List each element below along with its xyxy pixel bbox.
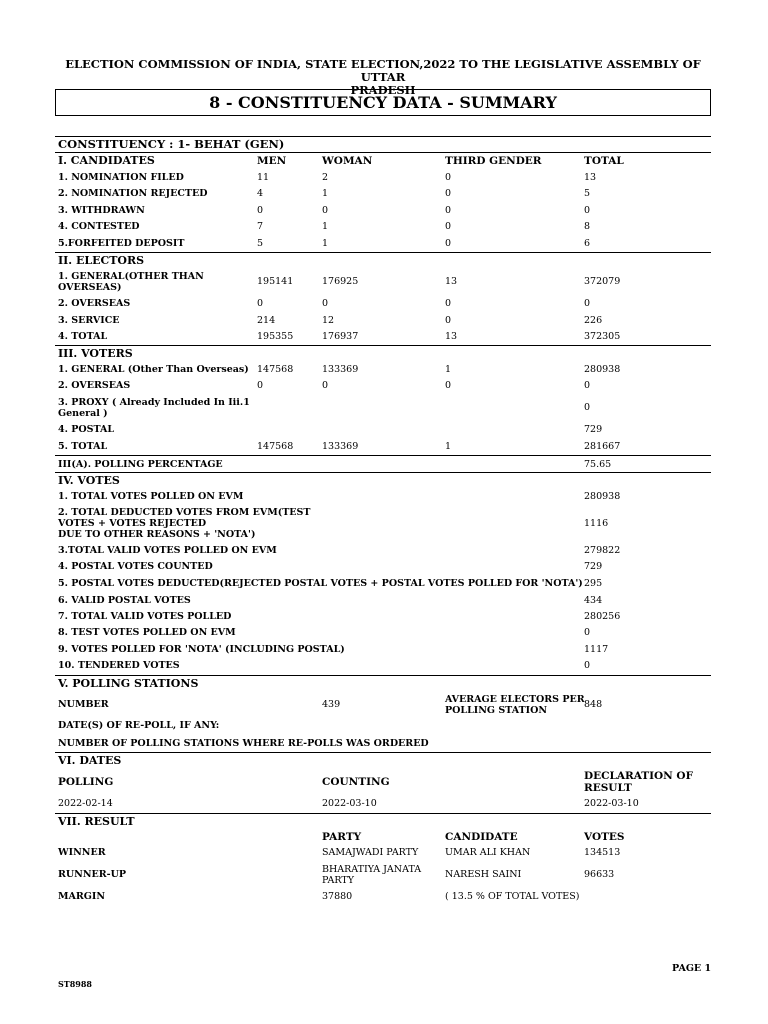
divider	[55, 345, 711, 346]
cell: 281667	[584, 441, 621, 452]
cell: 0	[445, 380, 452, 391]
votes-row-label: 7. TOTAL VALID VOTES POLLED	[58, 611, 232, 622]
constituency-name: CONSTITUENCY : 1- BEHAT (GEN)	[58, 137, 285, 151]
cell: 0	[584, 627, 591, 638]
cell: 0	[584, 298, 591, 309]
col-header-woman: WOMAN	[322, 155, 373, 167]
cell: 0	[257, 380, 264, 391]
header-line-1: ELECTION COMMISSION OF INDIA, STATE ELECTION,2022 TO THE LEGISLATIVE ASSEMBLY OF UTTAR	[65, 57, 701, 84]
cell: 280938	[584, 491, 621, 502]
divider	[55, 455, 711, 456]
cell: 729	[584, 561, 603, 572]
polling-date: 2022-02-14	[58, 798, 113, 809]
electors-row-label: 3. SERVICE	[58, 315, 120, 326]
cell: 8	[584, 221, 591, 232]
polling-date-label: POLLING	[58, 776, 114, 788]
cell: 5	[584, 188, 591, 199]
winner-candidate: UMAR ALI KHAN	[445, 847, 531, 858]
votes-row-label: 4. POSTAL VOTES COUNTED	[58, 561, 213, 572]
cell: 7	[257, 221, 264, 232]
electors-row-label: 4. TOTAL	[58, 331, 108, 342]
cell: 6	[584, 238, 591, 249]
cell: 2	[322, 172, 329, 183]
winner-votes: 134513	[584, 847, 621, 858]
runner-up-party: BHARATIYA JANATA PARTY	[322, 864, 422, 886]
cell: 0	[322, 205, 329, 216]
candidates-row-label: 5.FORFEITED DEPOSIT	[58, 238, 185, 249]
section-votes-heading: IV. VOTES	[58, 474, 120, 487]
candidates-row-label: 4. CONTESTED	[58, 221, 140, 232]
cell: 226	[584, 315, 603, 326]
cell: 147568	[257, 364, 294, 375]
cell: 372305	[584, 331, 621, 342]
cell: 0	[445, 172, 452, 183]
divider	[55, 152, 711, 153]
voters-row-label: 2. OVERSEAS	[58, 380, 131, 391]
cell: 0	[584, 402, 591, 413]
votes-row-label: 8. TEST VOTES POLLED ON EVM	[58, 627, 236, 638]
cell: 1	[322, 221, 329, 232]
cell: 133369	[322, 441, 359, 452]
repoll-dates-label: DATE(S) OF RE-POLL, IF ANY:	[58, 720, 220, 731]
section-voters-heading: III. VOTERS	[58, 347, 133, 360]
cell: 1117	[584, 644, 609, 655]
declaration-date-label: DECLARATION OF RESULT	[584, 770, 694, 794]
declaration-date: 2022-03-10	[584, 798, 639, 809]
electors-row-label: 1. GENERAL(OTHER THAN OVERSEAS)	[58, 271, 204, 293]
cell: 372079	[584, 276, 621, 287]
cell: 0	[445, 315, 452, 326]
section-candidates-heading: I. CANDIDATES	[58, 154, 155, 167]
stations-number: 439	[322, 699, 341, 710]
cell: 0	[445, 205, 452, 216]
votes-row-label: 6. VALID POSTAL VOTES	[58, 595, 191, 606]
section-polling-stations-heading: V. POLLING STATIONS	[58, 677, 199, 690]
voters-row-label: 5. TOTAL	[58, 441, 108, 452]
votes-row-label: 1. TOTAL VOTES POLLED ON EVM	[58, 491, 244, 502]
cell: 195141	[257, 276, 294, 287]
col-header-men: MEN	[257, 155, 287, 167]
cell: 0	[257, 205, 264, 216]
cell: 11	[257, 172, 270, 183]
col-header-third-gender: THIRD GENDER	[445, 155, 542, 167]
cell: 0	[584, 380, 591, 391]
winner-party: SAMAJWADI PARTY	[322, 847, 419, 858]
candidates-row-label: 3. WITHDRAWN	[58, 205, 145, 216]
margin-label: MARGIN	[58, 891, 106, 902]
cell: 0	[445, 238, 452, 249]
cell: 12	[322, 315, 335, 326]
cell: 13	[445, 276, 458, 287]
cell: 0	[584, 660, 591, 671]
cell: 0	[322, 380, 329, 391]
cell: 280938	[584, 364, 621, 375]
col-header-candidate: CANDIDATE	[445, 831, 518, 843]
votes-row-label: 5. POSTAL VOTES DEDUCTED(REJECTED POSTAL VOTES + POSTAL VOTES POLLED FOR 'NOTA')	[58, 578, 583, 589]
electors-row-label: 2. OVERSEAS	[58, 298, 131, 309]
section-dates-heading: VI. DATES	[58, 754, 122, 767]
section-electors-heading: II. ELECTORS	[58, 254, 145, 267]
cell: 280256	[584, 611, 621, 622]
cell: 0	[257, 298, 264, 309]
polling-percentage-value: 75.65	[584, 459, 612, 470]
document-code: ST8988	[58, 979, 92, 989]
cell: 0	[445, 188, 452, 199]
cell: 176925	[322, 276, 359, 287]
divider	[55, 472, 711, 473]
cell: 0	[584, 205, 591, 216]
counting-date: 2022-03-10	[322, 798, 377, 809]
page-number: PAGE 1	[672, 963, 712, 974]
col-header-total: TOTAL	[584, 155, 624, 167]
cell: 195355	[257, 331, 294, 342]
divider	[55, 813, 711, 814]
cell: 1	[445, 441, 452, 452]
margin-value: 37880	[322, 891, 353, 902]
votes-row-label: 2. TOTAL DEDUCTED VOTES FROM EVM(TEST VOTES + VOTES REJECTED DUE TO OTHER REASONS + 'NOTA')	[58, 507, 311, 540]
repoll-count-label: NUMBER OF POLLING STATIONS WHERE RE-POLLS WAS ORDERED	[58, 738, 429, 749]
section-result-heading: VII. RESULT	[58, 815, 135, 828]
margin-percentage: ( 13.5 % OF TOTAL VOTES)	[445, 891, 580, 902]
cell: 147568	[257, 441, 294, 452]
cell: 1	[322, 238, 329, 249]
divider	[55, 675, 711, 676]
cell: 1	[322, 188, 329, 199]
cell: 4	[257, 188, 264, 199]
voters-row-label: 4. POSTAL	[58, 424, 115, 435]
votes-row-label: 9. VOTES POLLED FOR 'NOTA' (INCLUDING POSTAL)	[58, 644, 345, 655]
cell: 133369	[322, 364, 359, 375]
voters-row-label: 1. GENERAL (Other Than Overseas)	[58, 364, 249, 375]
candidates-row-label: 2. NOMINATION REJECTED	[58, 188, 208, 199]
cell: 13	[445, 331, 458, 342]
votes-row-label: 10. TENDERED VOTES	[58, 660, 180, 671]
cell: 729	[584, 424, 603, 435]
cell: 0	[322, 298, 329, 309]
stations-number-label: NUMBER	[58, 699, 109, 710]
cell: 0	[445, 298, 452, 309]
cell: 1116	[584, 518, 609, 529]
cell: 434	[584, 595, 603, 606]
runner-up-votes: 96633	[584, 869, 615, 880]
divider	[55, 252, 711, 253]
cell: 279822	[584, 545, 621, 556]
col-header-party: PARTY	[322, 831, 362, 843]
runner-up-candidate: NARESH SAINI	[445, 869, 522, 880]
counting-date-label: COUNTING	[322, 776, 390, 788]
divider	[55, 752, 711, 753]
cell: 295	[584, 578, 603, 589]
col-header-votes: VOTES	[584, 831, 625, 843]
voters-row-label: 3. PROXY ( Already Included In Iii.1 General )	[58, 397, 250, 419]
avg-electors-value: 848	[584, 699, 603, 710]
cell: 176937	[322, 331, 359, 342]
cell: 214	[257, 315, 276, 326]
header-line-2: PRADESH	[350, 83, 416, 97]
cell: 13	[584, 172, 597, 183]
cell: 0	[445, 221, 452, 232]
votes-row-label: 3.TOTAL VALID VOTES POLLED ON EVM	[58, 545, 277, 556]
page-title: 8 - CONSTITUENCY DATA - SUMMARY	[55, 89, 711, 116]
cell: 1	[445, 364, 452, 375]
avg-electors-label: AVERAGE ELECTORS PER POLLING STATION	[445, 694, 585, 716]
winner-label: WINNER	[58, 847, 106, 858]
runner-up-label: RUNNER-UP	[58, 869, 127, 880]
candidates-row-label: 1. NOMINATION FILED	[58, 172, 184, 183]
cell: 5	[257, 238, 264, 249]
polling-percentage-label: III(A). POLLING PERCENTAGE	[58, 459, 223, 470]
